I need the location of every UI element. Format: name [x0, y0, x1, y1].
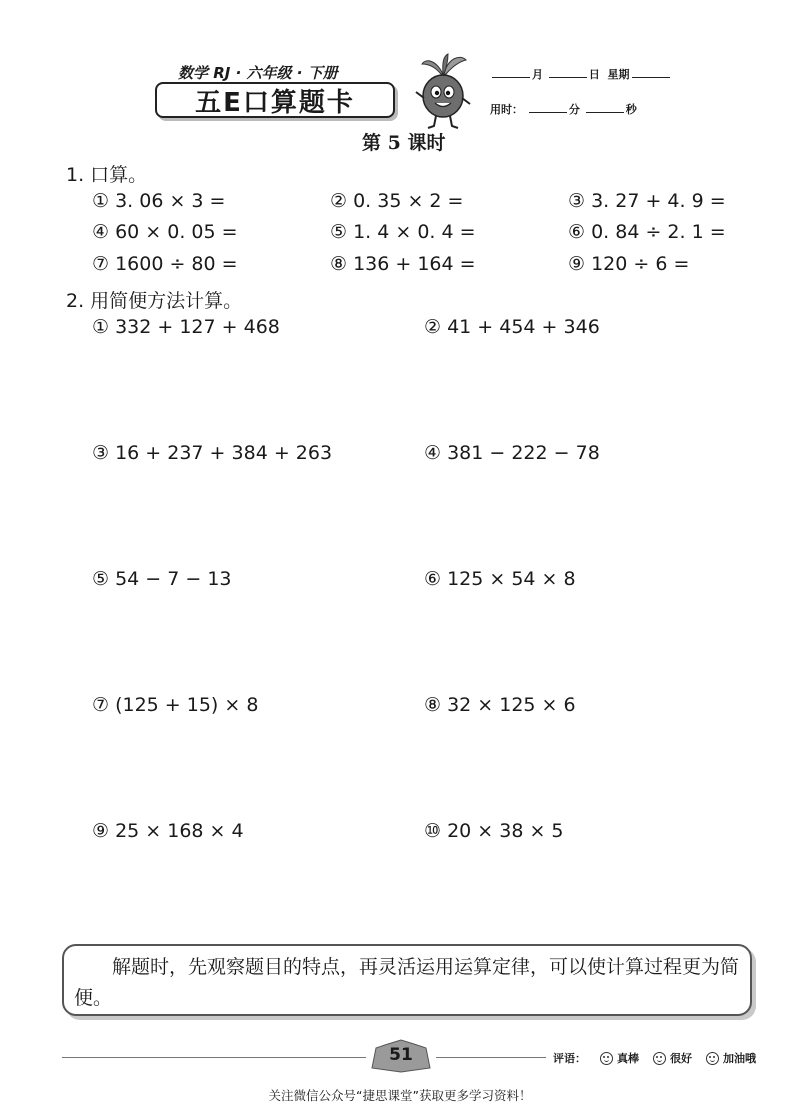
q1-heading: 1. 口算。	[66, 164, 148, 186]
footer-note: 关注微信公众号“捷思课堂”获取更多学习资料！	[268, 1088, 532, 1103]
weekday-label: 星期	[607, 68, 630, 81]
subject-label: 数学 RJ · 六年级 · 下册	[178, 64, 338, 82]
q1-item: ⑤ 1. 4 × 0. 4 =	[330, 221, 476, 243]
second-label: 秒	[625, 103, 637, 116]
date-line	[490, 66, 672, 82]
q1-item: ⑥ 0. 84 ÷ 2. 1 =	[568, 221, 726, 243]
q2-item: ③ 16 + 237 + 384 + 263	[92, 442, 333, 464]
time-line	[490, 101, 637, 117]
minute-label: 分	[568, 103, 580, 116]
q2-item: ④ 381 − 222 − 78	[424, 442, 600, 464]
q1-item: ① 3. 06 × 3 =	[92, 190, 226, 212]
card-title: 五E口算题卡	[155, 82, 395, 118]
time-label: 用时：	[490, 103, 523, 116]
smile-face-icon	[706, 1052, 719, 1065]
eval-option: 很好	[670, 1052, 692, 1065]
month-label: 月	[532, 68, 543, 81]
eval-option: 真棒	[617, 1052, 639, 1065]
q1-item: ⑨ 120 ÷ 6 =	[568, 253, 690, 275]
q2-item: ① 332 + 127 + 468	[92, 316, 280, 338]
eval-label: 评语：	[553, 1052, 586, 1065]
q1-item: ② 0. 35 × 2 =	[330, 190, 464, 212]
q1-item: ④ 60 × 0. 05 =	[92, 221, 238, 243]
q2-item: ⑦ (125 + 15) × 8	[92, 694, 259, 716]
q2-item: ⑩ 20 × 38 × 5	[424, 820, 564, 842]
q2-item: ⑥ 125 × 54 × 8	[424, 568, 576, 590]
q2-heading: 2. 用简便方法计算。	[66, 290, 243, 312]
q1-item: ⑦ 1600 ÷ 80 =	[92, 253, 238, 275]
q2-item: ⑧ 32 × 125 × 6	[424, 694, 576, 716]
smile-face-icon	[653, 1052, 666, 1065]
page-number: 51	[389, 1045, 413, 1065]
footer-rule-left	[62, 1057, 366, 1058]
q2-item: ⑤ 54 − 7 − 13	[92, 568, 232, 590]
q2-item: ⑨ 25 × 168 × 4	[92, 820, 244, 842]
q2-item: ② 41 + 454 + 346	[424, 316, 600, 338]
footer-rule-right	[436, 1057, 546, 1058]
lesson-title: 第 5 课时	[362, 132, 446, 154]
radish-mascot-icon	[408, 52, 478, 132]
tip-box	[62, 944, 752, 1016]
smile-face-icon	[600, 1052, 613, 1065]
evaluation-row	[553, 1050, 756, 1066]
eval-option: 加油哦	[723, 1052, 756, 1065]
tip-text: 解题时，先观察题目的特点，再灵活运用运算定律，可以使计算过程更为简便。	[74, 956, 740, 1009]
q1-item: ③ 3. 27 + 4. 9 =	[568, 190, 726, 212]
q1-item: ⑧ 136 + 164 =	[330, 253, 476, 275]
day-label: 日	[588, 68, 600, 81]
